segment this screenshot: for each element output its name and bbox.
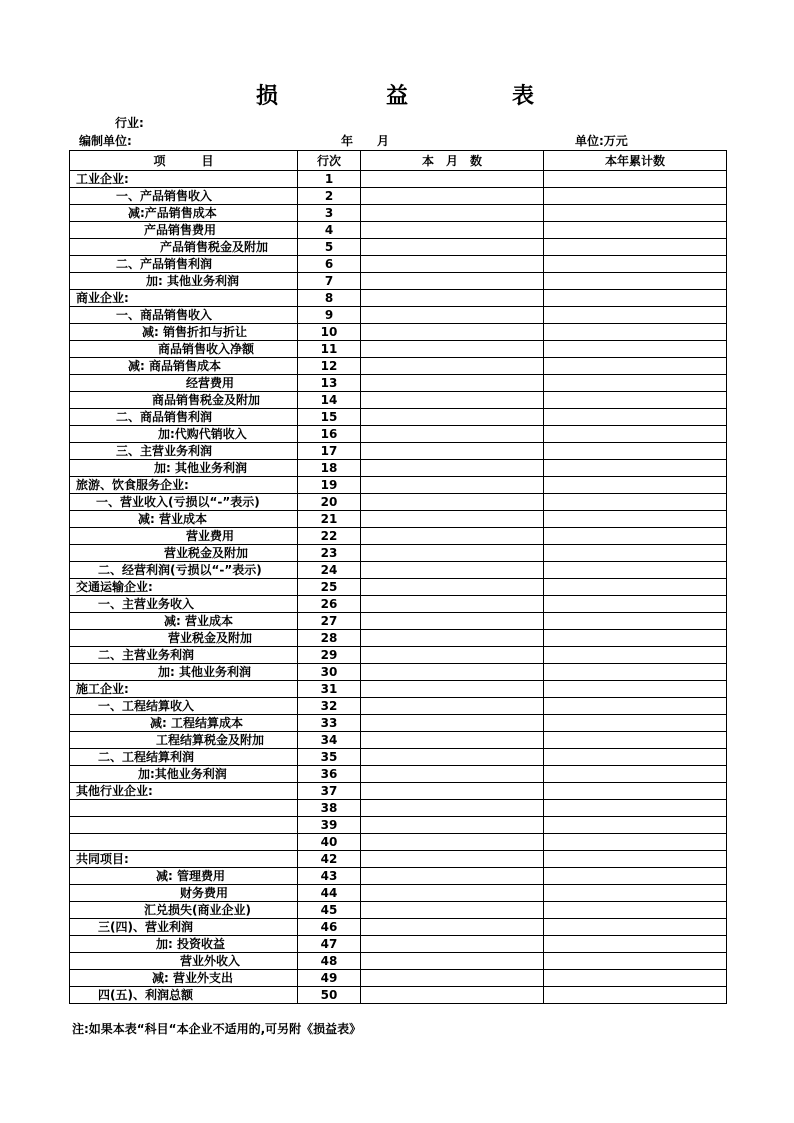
this-month-cell[interactable] <box>361 375 544 392</box>
this-month-cell[interactable] <box>361 239 544 256</box>
line-no-cell: 23 <box>298 545 361 562</box>
line-no-cell: 34 <box>298 732 361 749</box>
this-month-cell[interactable] <box>361 188 544 205</box>
table-row <box>70 460 727 477</box>
year-to-date-cell[interactable] <box>544 256 727 273</box>
year-label: 年 <box>341 134 354 148</box>
year-to-date-cell[interactable] <box>544 987 727 1004</box>
table-row <box>70 902 727 919</box>
line-no-cell: 3 <box>298 205 361 222</box>
year-to-date-cell[interactable] <box>544 647 727 664</box>
year-to-date-cell[interactable] <box>544 562 727 579</box>
year-to-date-cell[interactable] <box>544 171 727 188</box>
year-to-date-cell[interactable] <box>544 749 727 766</box>
currency-unit-label: 单位:万元 <box>575 134 628 148</box>
header-this-month: 本 月 数 <box>361 151 544 171</box>
industry-label: 行业: <box>115 116 144 130</box>
table-row <box>70 239 727 256</box>
this-month-cell[interactable] <box>361 936 544 953</box>
year-to-date-cell[interactable] <box>544 188 727 205</box>
this-month-cell[interactable] <box>361 919 544 936</box>
line-no-cell: 46 <box>298 919 361 936</box>
item-cell: 产品销售费用 <box>70 222 298 239</box>
table-row <box>70 579 727 596</box>
item-cell: 商业企业: <box>70 290 298 307</box>
item-cell: 交通运输企业: <box>70 579 298 596</box>
item-cell: 工程结算税金及附加 <box>70 732 298 749</box>
year-to-date-cell[interactable] <box>544 409 727 426</box>
year-to-date-cell[interactable] <box>544 579 727 596</box>
item-cell: 施工企业: <box>70 681 298 698</box>
this-month-cell[interactable] <box>361 528 544 545</box>
year-to-date-cell[interactable] <box>544 783 727 800</box>
table-row <box>70 800 727 817</box>
item-cell: 减: 管理费用 <box>70 868 298 885</box>
this-month-cell[interactable] <box>361 443 544 460</box>
year-to-date-cell[interactable] <box>544 613 727 630</box>
table-row <box>70 477 727 494</box>
year-to-date-cell[interactable] <box>544 766 727 783</box>
this-month-cell[interactable] <box>361 834 544 851</box>
year-to-date-cell[interactable] <box>544 324 727 341</box>
item-cell: 加:其他业务利润 <box>70 766 298 783</box>
year-to-date-cell[interactable] <box>544 698 727 715</box>
table-row <box>70 545 727 562</box>
line-no-cell: 5 <box>298 239 361 256</box>
this-month-cell[interactable] <box>361 800 544 817</box>
year-to-date-cell[interactable] <box>544 290 727 307</box>
line-no-cell: 20 <box>298 494 361 511</box>
year-to-date-cell[interactable] <box>544 494 727 511</box>
item-cell: 二、经营利润(亏损以“-”表示) <box>70 562 298 579</box>
item-cell: 加:代购代销收入 <box>70 426 298 443</box>
item-cell <box>70 817 298 834</box>
year-to-date-cell[interactable] <box>544 664 727 681</box>
table-row <box>70 596 727 613</box>
table-row <box>70 205 727 222</box>
unit-label: 编制单位: <box>79 134 132 148</box>
year-to-date-cell[interactable] <box>544 545 727 562</box>
line-no-cell: 13 <box>298 375 361 392</box>
this-month-cell[interactable] <box>361 256 544 273</box>
year-to-date-cell[interactable] <box>544 205 727 222</box>
line-no-cell: 48 <box>298 953 361 970</box>
item-cell: 财务费用 <box>70 885 298 902</box>
footnote: 注:如果本表“科目“本企业不适用的,可另附《损益表》 <box>72 1022 362 1036</box>
line-no-cell: 28 <box>298 630 361 647</box>
this-month-cell[interactable] <box>361 392 544 409</box>
item-cell: 营业税金及附加 <box>70 545 298 562</box>
this-month-cell[interactable] <box>361 970 544 987</box>
year-to-date-cell[interactable] <box>544 732 727 749</box>
item-cell: 三(四)、营业利润 <box>70 919 298 936</box>
line-no-cell: 2 <box>298 188 361 205</box>
table-row <box>70 953 727 970</box>
year-to-date-cell[interactable] <box>544 902 727 919</box>
table-row <box>70 698 727 715</box>
item-cell: 工业企业: <box>70 171 298 188</box>
item-cell: 减: 营业成本 <box>70 613 298 630</box>
table-row <box>70 307 727 324</box>
this-month-cell[interactable] <box>361 613 544 630</box>
table-row <box>70 222 727 239</box>
item-cell: 二、商品销售利润 <box>70 409 298 426</box>
table-row <box>70 885 727 902</box>
item-cell: 三、主营业务利润 <box>70 443 298 460</box>
table-row <box>70 664 727 681</box>
item-cell: 商品销售收入净额 <box>70 341 298 358</box>
table-row <box>70 562 727 579</box>
line-no-cell: 1 <box>298 171 361 188</box>
item-cell: 减: 工程结算成本 <box>70 715 298 732</box>
item-cell: 减: 销售折扣与折让 <box>70 324 298 341</box>
this-month-cell[interactable] <box>361 341 544 358</box>
year-to-date-cell[interactable] <box>544 834 727 851</box>
line-no-cell: 25 <box>298 579 361 596</box>
year-to-date-cell[interactable] <box>544 307 727 324</box>
table-row <box>70 290 727 307</box>
year-to-date-cell[interactable] <box>544 919 727 936</box>
table-row <box>70 868 727 885</box>
this-month-cell[interactable] <box>361 596 544 613</box>
year-to-date-cell[interactable] <box>544 358 727 375</box>
line-no-cell: 15 <box>298 409 361 426</box>
line-no-cell: 8 <box>298 290 361 307</box>
this-month-cell[interactable] <box>361 273 544 290</box>
this-month-cell[interactable] <box>361 868 544 885</box>
year-to-date-cell[interactable] <box>544 596 727 613</box>
year-to-date-cell[interactable] <box>544 426 727 443</box>
this-month-cell[interactable] <box>361 545 544 562</box>
this-month-cell[interactable] <box>361 579 544 596</box>
table-row <box>70 341 727 358</box>
this-month-cell[interactable] <box>361 222 544 239</box>
line-no-cell: 17 <box>298 443 361 460</box>
table-row <box>70 834 727 851</box>
this-month-cell[interactable] <box>361 171 544 188</box>
table-row <box>70 970 727 987</box>
item-cell: 营业税金及附加 <box>70 630 298 647</box>
item-cell <box>70 834 298 851</box>
this-month-cell[interactable] <box>361 766 544 783</box>
item-cell: 汇兑损失(商业企业) <box>70 902 298 919</box>
title-char-2: 益 <box>386 84 409 109</box>
line-no-cell: 43 <box>298 868 361 885</box>
line-no-cell: 50 <box>298 987 361 1004</box>
year-to-date-cell[interactable] <box>544 222 727 239</box>
table-row <box>70 987 727 1004</box>
income-statement-table <box>69 150 727 1004</box>
item-cell: 经营费用 <box>70 375 298 392</box>
this-month-cell[interactable] <box>361 902 544 919</box>
year-to-date-cell[interactable] <box>544 970 727 987</box>
table-row <box>70 732 727 749</box>
table-row <box>70 256 727 273</box>
item-cell: 其他行业企业: <box>70 783 298 800</box>
line-no-cell: 11 <box>298 341 361 358</box>
year-to-date-cell[interactable] <box>544 443 727 460</box>
line-no-cell: 26 <box>298 596 361 613</box>
line-no-cell: 22 <box>298 528 361 545</box>
item-cell: 减: 营业成本 <box>70 511 298 528</box>
table-row <box>70 851 727 868</box>
table-row <box>70 715 727 732</box>
this-month-cell[interactable] <box>361 494 544 511</box>
item-cell: 二、产品销售利润 <box>70 256 298 273</box>
year-to-date-cell[interactable] <box>544 341 727 358</box>
table-row <box>70 919 727 936</box>
table-row <box>70 613 727 630</box>
line-no-cell: 39 <box>298 817 361 834</box>
item-cell: 旅游、饮食服务企业: <box>70 477 298 494</box>
this-month-cell[interactable] <box>361 307 544 324</box>
item-cell: 商品销售税金及附加 <box>70 392 298 409</box>
item-cell: 一、工程结算收入 <box>70 698 298 715</box>
year-to-date-cell[interactable] <box>544 681 727 698</box>
item-cell: 加: 其他业务利润 <box>70 273 298 290</box>
line-no-cell: 6 <box>298 256 361 273</box>
table-row <box>70 749 727 766</box>
table-row <box>70 171 727 188</box>
month-label: 月 <box>377 134 390 148</box>
table-row <box>70 409 727 426</box>
line-no-cell: 47 <box>298 936 361 953</box>
this-month-cell[interactable] <box>361 562 544 579</box>
table-row <box>70 494 727 511</box>
this-month-cell[interactable] <box>361 715 544 732</box>
this-month-cell[interactable] <box>361 290 544 307</box>
line-no-cell: 10 <box>298 324 361 341</box>
this-month-cell[interactable] <box>361 987 544 1004</box>
table-row <box>70 358 727 375</box>
line-no-cell: 4 <box>298 222 361 239</box>
year-to-date-cell[interactable] <box>544 273 727 290</box>
year-to-date-cell[interactable] <box>544 851 727 868</box>
this-month-cell[interactable] <box>361 885 544 902</box>
item-cell: 加: 投资收益 <box>70 936 298 953</box>
year-to-date-cell[interactable] <box>544 936 727 953</box>
table-row <box>70 936 727 953</box>
title-char-3: 表 <box>512 84 535 109</box>
table-row <box>70 443 727 460</box>
line-no-cell: 30 <box>298 664 361 681</box>
year-to-date-cell[interactable] <box>544 239 727 256</box>
table-row <box>70 324 727 341</box>
this-month-cell[interactable] <box>361 358 544 375</box>
line-no-cell: 7 <box>298 273 361 290</box>
line-no-cell: 45 <box>298 902 361 919</box>
item-cell <box>70 800 298 817</box>
this-month-cell[interactable] <box>361 732 544 749</box>
item-cell: 二、工程结算利润 <box>70 749 298 766</box>
line-no-cell: 12 <box>298 358 361 375</box>
year-to-date-cell[interactable] <box>544 375 727 392</box>
line-no-cell: 33 <box>298 715 361 732</box>
line-no-cell: 37 <box>298 783 361 800</box>
line-no-cell: 40 <box>298 834 361 851</box>
this-month-cell[interactable] <box>361 477 544 494</box>
this-month-cell[interactable] <box>361 205 544 222</box>
year-to-date-cell[interactable] <box>544 817 727 834</box>
table-row <box>70 273 727 290</box>
year-to-date-cell[interactable] <box>544 885 727 902</box>
item-cell: 产品销售税金及附加 <box>70 239 298 256</box>
item-cell: 加: 其他业务利润 <box>70 664 298 681</box>
title-char-1: 损 <box>256 84 279 109</box>
year-to-date-cell[interactable] <box>544 511 727 528</box>
line-no-cell: 14 <box>298 392 361 409</box>
year-to-date-cell[interactable] <box>544 953 727 970</box>
table-row <box>70 426 727 443</box>
this-month-cell[interactable] <box>361 409 544 426</box>
this-month-cell[interactable] <box>361 630 544 647</box>
item-cell: 一、营业收入(亏损以“-”表示) <box>70 494 298 511</box>
table-row <box>70 528 727 545</box>
item-cell: 二、主营业务利润 <box>70 647 298 664</box>
line-no-cell: 44 <box>298 885 361 902</box>
item-cell: 一、产品销售收入 <box>70 188 298 205</box>
line-no-cell: 49 <box>298 970 361 987</box>
this-month-cell[interactable] <box>361 698 544 715</box>
this-month-cell[interactable] <box>361 953 544 970</box>
item-cell: 四(五)、利润总额 <box>70 987 298 1004</box>
line-no-cell: 27 <box>298 613 361 630</box>
table-row <box>70 375 727 392</box>
header-line-no: 行次 <box>298 151 361 171</box>
table-row <box>70 392 727 409</box>
this-month-cell[interactable] <box>361 511 544 528</box>
year-to-date-cell[interactable] <box>544 715 727 732</box>
this-month-cell[interactable] <box>361 851 544 868</box>
this-month-cell[interactable] <box>361 460 544 477</box>
table-row <box>70 630 727 647</box>
line-no-cell: 9 <box>298 307 361 324</box>
line-no-cell: 16 <box>298 426 361 443</box>
this-month-cell[interactable] <box>361 324 544 341</box>
this-month-cell[interactable] <box>361 647 544 664</box>
header-year-to-date: 本年累计数 <box>544 151 727 171</box>
table-row <box>70 647 727 664</box>
line-no-cell: 18 <box>298 460 361 477</box>
year-to-date-cell[interactable] <box>544 477 727 494</box>
line-no-cell: 29 <box>298 647 361 664</box>
year-to-date-cell[interactable] <box>544 630 727 647</box>
this-month-cell[interactable] <box>361 426 544 443</box>
line-no-cell: 38 <box>298 800 361 817</box>
table-row <box>70 681 727 698</box>
table-row <box>70 766 727 783</box>
year-to-date-cell[interactable] <box>544 460 727 477</box>
item-cell: 营业费用 <box>70 528 298 545</box>
year-to-date-cell[interactable] <box>544 528 727 545</box>
item-cell: 减:产品销售成本 <box>70 205 298 222</box>
table-row <box>70 511 727 528</box>
line-no-cell: 21 <box>298 511 361 528</box>
table-row <box>70 783 727 800</box>
this-month-cell[interactable] <box>361 783 544 800</box>
this-month-cell[interactable] <box>361 817 544 834</box>
line-no-cell: 32 <box>298 698 361 715</box>
year-to-date-cell[interactable] <box>544 392 727 409</box>
line-no-cell: 24 <box>298 562 361 579</box>
item-cell: 营业外收入 <box>70 953 298 970</box>
table-row <box>70 817 727 834</box>
table-row <box>70 188 727 205</box>
item-cell: 一、商品销售收入 <box>70 307 298 324</box>
header-item: 项 目 <box>70 151 298 171</box>
year-to-date-cell[interactable] <box>544 868 727 885</box>
this-month-cell[interactable] <box>361 681 544 698</box>
line-no-cell: 36 <box>298 766 361 783</box>
this-month-cell[interactable] <box>361 749 544 766</box>
item-cell: 减: 营业外支出 <box>70 970 298 987</box>
item-cell: 减: 商品销售成本 <box>70 358 298 375</box>
table-header-row <box>70 151 727 171</box>
item-cell: 加: 其他业务利润 <box>70 460 298 477</box>
item-cell: 一、主营业务收入 <box>70 596 298 613</box>
year-to-date-cell[interactable] <box>544 800 727 817</box>
line-no-cell: 35 <box>298 749 361 766</box>
line-no-cell: 31 <box>298 681 361 698</box>
line-no-cell: 42 <box>298 851 361 868</box>
line-no-cell: 19 <box>298 477 361 494</box>
item-cell: 共同项目: <box>70 851 298 868</box>
this-month-cell[interactable] <box>361 664 544 681</box>
